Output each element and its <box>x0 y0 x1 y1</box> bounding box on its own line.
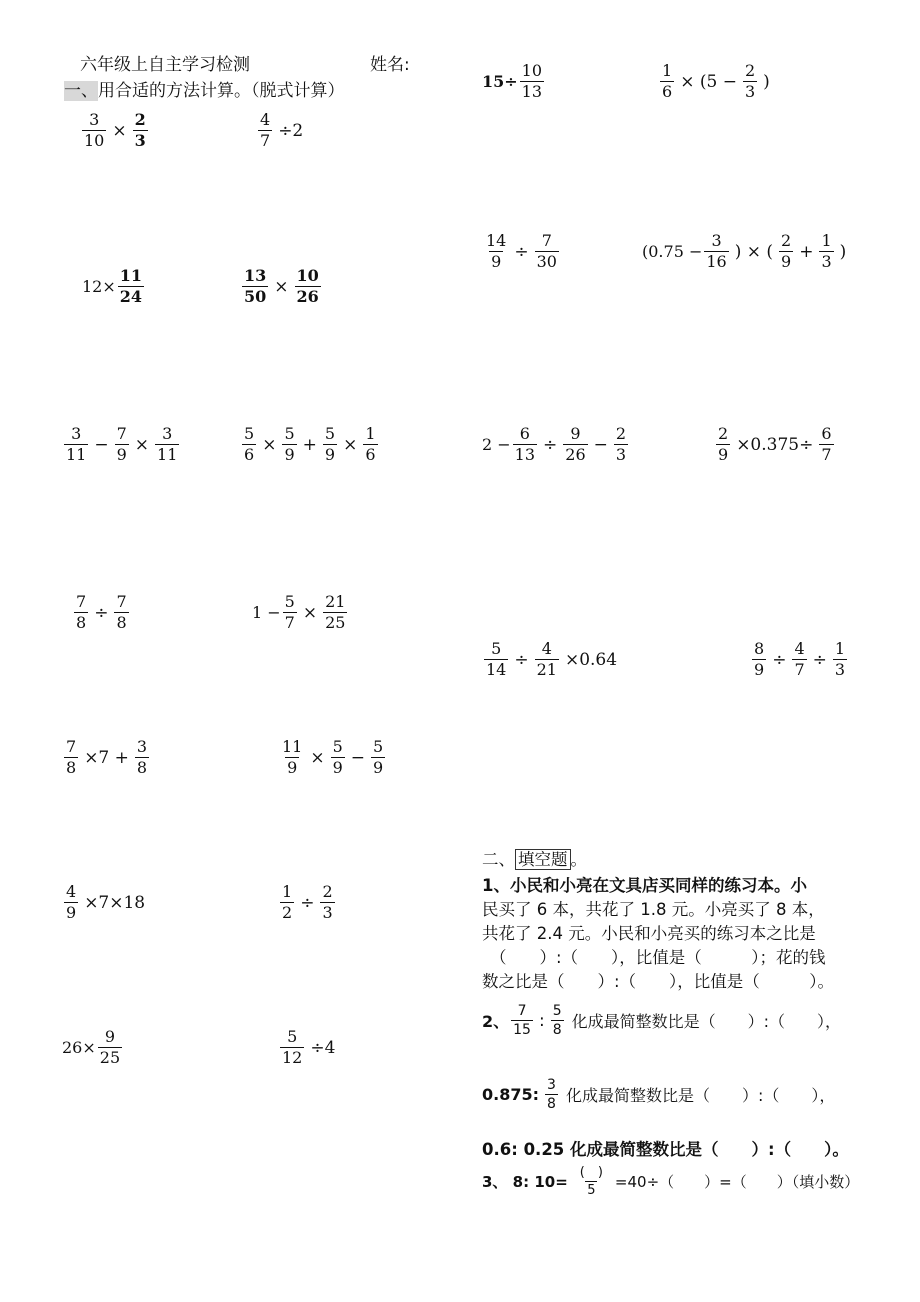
worksheet-title: 六年级上自主学习检测 <box>80 55 250 75</box>
expr-l8: 1 − $\frac{5}{7}$ × $\frac{21}{25}$ <box>252 592 346 632</box>
expr-l9: $\frac{7}{8}$ ×7 + $\frac{3}{8}$ <box>66 737 148 777</box>
expr-l5: $\frac{3}{11}$ − $\frac{7}{9}$ × $\frac{3}{11}$ <box>66 424 178 464</box>
q2-line2: 0.875: $\frac{3}{8}$ 化成最简整数比是（ ）:（ ）， <box>482 1077 836 1112</box>
section1-title: 用合适的方法计算。（脱式计算） <box>98 81 345 101</box>
expr-r8: $\frac{8}{9}$ ÷ $\frac{4}{7}$ ÷ $\frac{1}{3}$ <box>754 639 846 679</box>
q2-line1: 2、 $\frac{7}{15}$ : $\frac{5}{8}$ 化成最简整数比是（ ）:（ ）， <box>482 1003 842 1038</box>
q1-line5: 数之比是（ ）:（ ），比值是（ ）。 <box>482 972 835 991</box>
section1-heading <box>64 76 345 101</box>
q1-line1: 1、小民和小亮在文具店买同样的练习本。小 <box>482 876 807 895</box>
expr-r7: $\frac{5}{14}$ ÷ $\frac{4}{21}$ ×0.64 <box>486 639 618 679</box>
expr-r6: $\frac{2}{9}$ ×0.375÷ $\frac{6}{7}$ <box>718 424 832 464</box>
q3-line: 3、 8: 10= $\frac{( )}{5}$ =40÷（ ）=（ ）（填小数） <box>482 1165 860 1198</box>
expr-l6: $\frac{5}{6}$ × $\frac{5}{9}$ + $\frac{5}{9}$ × $\frac{1}{6}$ <box>244 424 376 464</box>
section2-title: 填空题 <box>515 849 571 870</box>
expr-r2: $\frac{1}{6}$ × (5 − $\frac{2}{3}$ ) <box>662 61 770 101</box>
expr-l1: $\frac{3}{10}$ × $\frac{2}{3}$ <box>84 110 146 150</box>
section1-number: 一、 <box>64 81 98 101</box>
q2-line3: 0.6: 0.25 化成最简整数比是（ ）:（ ）。 <box>482 1140 849 1159</box>
expr-l3: 12× $\frac{11}{24}$ <box>82 266 143 306</box>
expr-l13: 26× $\frac{9}{25}$ <box>62 1027 121 1067</box>
expr-r1: 15÷ $\frac{10}{13}$ <box>482 61 543 101</box>
expr-r4: (0.75 − $\frac{3}{16}$ ) × ( $\frac{2}{9}$ + $\frac{1}{3}$ ) <box>642 231 847 271</box>
name-label: 姓名: <box>370 55 410 75</box>
q1-line4: （ ）:（ ），比值是（ ）；花的钱 <box>490 948 826 967</box>
expr-l11: $\frac{4}{9}$ ×7×18 <box>66 882 146 922</box>
expr-l14: $\frac{5}{12}$ ÷4 <box>282 1027 336 1067</box>
q1-line2: 民买了 6 本，共花了 1.8 元。小亮买了 8 本， <box>482 900 825 919</box>
q1-line3: 共花了 2.4 元。小民和小亮买的练习本之比是 <box>482 924 816 943</box>
expr-l2: $\frac{4}{7}$ ÷2 <box>260 110 304 150</box>
section2-heading: 二、 填空题 。 <box>482 850 587 869</box>
expr-l12: $\frac{1}{2}$ ÷ $\frac{2}{3}$ <box>282 882 333 922</box>
expr-l10: $\frac{11}{9}$ × $\frac{5}{9}$ − $\frac{5}{9}$ <box>282 737 384 777</box>
expr-l7: $\frac{7}{8}$ ÷ $\frac{7}{8}$ <box>76 592 127 632</box>
expr-r5: 2 − $\frac{6}{13}$ ÷ $\frac{9}{26}$ − $\frac{2}{3}$ <box>482 424 627 464</box>
expr-r3: $\frac{14}{9}$ ÷ $\frac{7}{30}$ <box>486 231 557 271</box>
expr-l4: $\frac{13}{50}$ × $\frac{10}{26}$ <box>244 266 319 306</box>
